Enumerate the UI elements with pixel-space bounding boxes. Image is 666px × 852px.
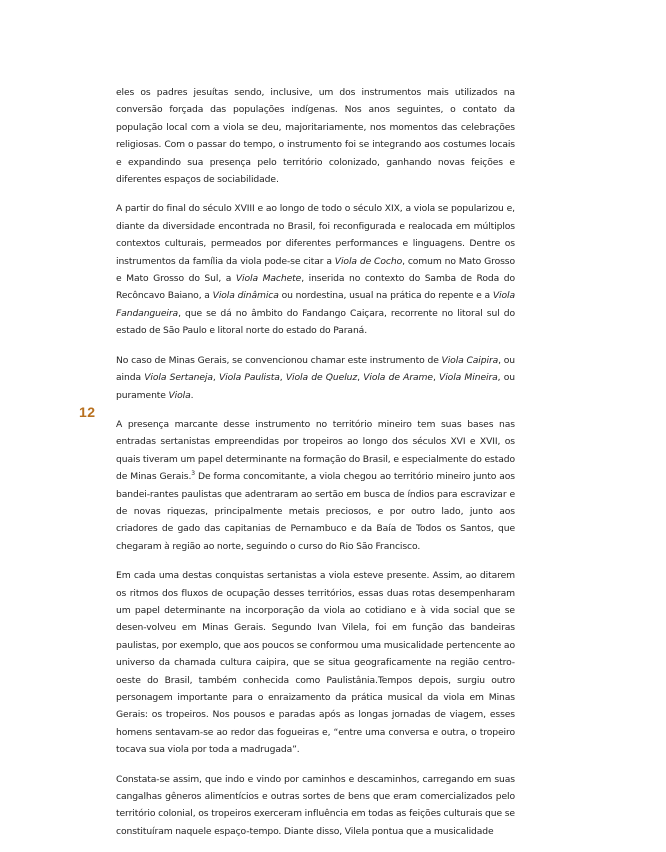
text-run: , ou puramente [116,372,515,401]
paragraph [116,200,515,339]
paragraph [116,771,515,841]
text-run: , inserida no contexto do Samba de Roda do Recôncavo Baiano, a [116,273,516,302]
text-run: Em cada uma destas conquistas sertanistas a viola esteve presente. Assim, ao ditarem os ritmos dos fluxos de ocupação desses territórios, essas duas rotas desempenharam um papel determinante na incorporação da viola ao cotidiano e à vida social que se desen-volveu em Minas Gerais. Segundo Ivan Vilela, foi em função das bandeiras paulistas, por exemplo, que aos poucos se conformou uma musicalidade pertencente ao universo da chamada cultura caipira, que se situa geograficamente na região centro-oeste do Brasil, também conhecida como Paulistânia.Tempos depois, surgiu outro personagem importante para o enraizamento da prática musical da viola em Minas Gerais: os tropeiros. Nos pousos e paradas após as longas jornadas de viagem, esses homens sentavam-se ao redor das fogueiras e, “entre uma conversa e outra, o tropeiro tocava sua viola por toda a madrugada”. [116,570,515,756]
italic-term: Viola de Arame [363,372,433,384]
page-number: 12 [79,404,96,420]
italic-term: Viola dinâmica [212,290,279,302]
italic-term: Viola Fandangueira [116,290,515,319]
body-text [116,84,515,852]
italic-term: Viola Mineira [439,372,498,384]
italic-term: Viola Machete [235,273,302,285]
italic-term: Viola Sertaneja [144,372,213,384]
text-run: Constata-se assim, que indo e vindo por caminhos e descaminhos, carregando em suas cangalhas gêneros alimentícios e outras sortes de bens que eram comercializados pelo território colonial, os tropeiros exerceram influência em todas as feições culturais que se constituíram naquele espaço-tempo. Diante disso, Vilela pontua que a musicalidade [116,773,515,837]
text-run: A partir do final do século XVIII e ao longo de todo o século XIX, a viola se popularizou e, diante da diversidade encontrada no Brasil, foi reconfigurada e realocada em múltiplos contextos culturais, permeados por diferentes performances e linguagens. Dentre os instrumentos da família da viola pode-se citar a [116,203,515,267]
paragraph [116,416,515,555]
text-run: A presença marcante desse instrumento no território mineiro tem suas bases nas entradas sertanistas empreendidas por tropeiros ao longo dos séculos XVI e XVII, os quais tiveram um papel determinante na formação do Brasil, e especialmente do estado de Minas Gerais. [116,418,515,483]
italic-term: Viola de Queluz [285,372,358,384]
text-run: . [190,389,194,401]
paragraph [116,352,515,404]
text-run: , [432,372,440,384]
paragraph [116,84,515,188]
italic-term: Viola de Cocho [334,255,403,267]
text-run: No caso de Minas Gerais, se convencionou chamar este instrumento de [116,354,442,366]
text-run: , [212,372,219,384]
paragraph [116,567,515,758]
text-run: , ou ainda [116,354,516,384]
text-run: , comum no Mato Grosso e Mato Grosso do Sul, a [116,255,516,285]
text-run: De forma concomitante, a viola chegou ao território mineiro junto aos bandei-rantes paulistas que adentraram ao sertão em busca de índios para escravizar e de novas riquezas, principalmente metais preciosos, e por outro lado, junto aos criadores de gado das capitanias de Pernambuco e da Baía de Todos os Santos, que chegaram à região ao norte, seguindo o curso do Rio São Francisco. [116,471,515,552]
text-run: , que se dá no âmbito do Fandango Caiçara, recorrente no litoral sul do estado de São Paulo e litoral norte do estado do Paraná. [116,307,515,337]
text-run: eles os padres jesuítas sendo, inclusive, um dos instrumentos mais utilizados na conversão forçada das populações indígenas. Nos anos seguintes, o contato da população local com a viola se deu, majoritariamente, nos momentos das celebrações religiosas. Com o passar do tempo, o instrumento foi se integrando aos costumes locais e expandindo sua presença pelo território colonizado, ganhando novas feições e diferentes espaços de sociabilidade. [116,87,515,186]
italic-term: Viola [168,389,191,401]
italic-term: Viola Paulista [219,372,280,384]
footnote-marker: 3 [191,470,195,478]
text-run: ou nordestina, usual na prática do repente e a [278,290,493,302]
text-run: , [357,372,364,384]
italic-term: Viola Caipira [441,354,499,366]
text-run: , [279,372,286,384]
